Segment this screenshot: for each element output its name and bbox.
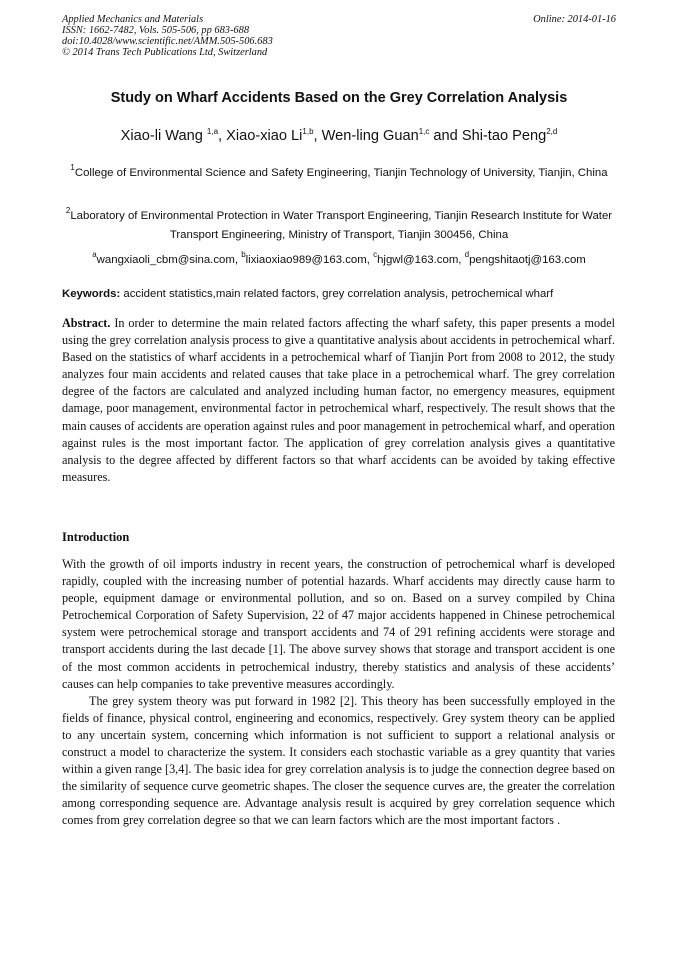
author-sup: 1,a	[206, 127, 219, 136]
author-name: Shi-tao Peng	[461, 128, 547, 144]
email-sup: c	[373, 250, 378, 259]
copyright-line: © 2014 Trans Tech Publications Ltd, Switzerland	[62, 47, 268, 58]
affiliation-text: Laboratory of Environmental Protection in Water Transport Engineering, Tianjin Research Institute for Water Transport Engineering, Ministry of Transport, Tianjin 300456, China	[70, 210, 613, 241]
author-name: Wen-ling Guan	[321, 128, 419, 144]
abstract-label: Abstract.	[62, 316, 111, 330]
affiliation-text: College of Environmental Science and Safety Engineering, Tianjin Technology of University, Tianjin, China	[74, 167, 608, 179]
issn-line: ISSN: 1662-7482, Vols. 505-506, pp 683-688	[62, 25, 250, 36]
email: lixiaoxiao989@163.com,	[245, 254, 374, 266]
keywords-label: Keywords:	[62, 288, 121, 300]
email-list	[40, 252, 638, 268]
journal-header	[62, 14, 273, 58]
abstract-text: In order to determine the main related factors affecting the wharf safety, this paper presents a model using the grey correlation analysis process to give a quantitative analysis about accidents in petrochemical wharf. Based on the statistics of wharf accidents in a petrochemical wharf of Tianjin Port from 2008 to 2012, the study analyzes four main accidents and related causes that take place in a petrochemical wharf. The grey correlation degree of the factors are calculated and analyzed including human factor, no emergency measures, equipment damage, poor management, environmental factor in petrochemical wharf, respectively. The result shows that the main causes of accidents are operation against rules and poor management in petrochemical wharf, and operation against rules is the most important factor. The application of grey correlation analysis gives a quantitative analysis to the degree affected by different factors so that wharf accidents can be avoided by taking effective measures.	[62, 316, 615, 484]
keywords-text: accident statistics,main related factors, grey correlation analysis, petrochemical wharf	[120, 288, 554, 300]
email-sup: a	[92, 250, 97, 259]
email-sup: b	[241, 250, 246, 259]
email-sup: d	[464, 250, 470, 259]
author-sup: 2,d	[546, 127, 558, 136]
author-name: Xiao-xiao Li	[226, 128, 303, 144]
section-heading: Introduction	[62, 530, 130, 544]
paragraph: The grey system theory was put forward in 1982 [2]. This theory has been successfully employed in the fields of finance, physical control, engineering and economics, respectively. Grey system theory can be applied to any uncertain system, concerning which information is not sufficient to support a relational analysis or construct a model to characterize the system. It considers each stochastic variable as a grey quantity that varies within a given range [3,4]. The basic idea for grey correlation analysis is to judge the connection degree based on the similarity of sequence curve geometric shapes. The closer the sequence curves are, the greater the correlation among corresponding sequence are. Advantage analysis result is acquired by grey correlation sequence which comes from grey correlation degree so that we can learn factors which are the most important factors .	[62, 693, 615, 828]
introduction-body	[62, 556, 615, 830]
email: wangxiaoli_cbm@sina.com,	[96, 254, 242, 266]
doi-line: doi:10.4028/www.scientific.net/AMM.505-506.683	[62, 36, 273, 47]
journal-name: Applied Mechanics and Materials	[62, 14, 204, 25]
author-sup: 1,c	[418, 127, 430, 136]
keywords	[62, 286, 622, 302]
affiliation-sup: 2	[65, 206, 71, 215]
paper-title: Study on Wharf Accidents Based on the Grey Correlation Analysis	[110, 90, 568, 106]
online-date: Online: 2014-01-16	[533, 14, 616, 25]
paragraph: With the growth of oil imports industry in recent years, the construction of petrochemical wharf is developed rapidly, coupled with the increasing number of potential hazards. Wharf accidents may directly cause harm to people, equipment damage or environmental pollution, and so on. Based on a survey compiled by China Petrochemical Corporation of Safety Supervision, 22 of 47 major accidents happened in Chinese petrochemical system were petrochemical storage and transport accidents and 74 of 291 refining accidents were storage and transport accidents during the last decade [1]. The above survey shows that storage and transport accident is one of the most common accidents in petrochemical industry, thereby statistics and analysis of these accidents’ causes can help companies to take preventive measures accordingly.	[62, 557, 615, 691]
affiliation-1	[60, 164, 618, 183]
author-sep: and	[429, 128, 462, 144]
author-sup: 1,b	[302, 127, 314, 136]
affiliation-sup: 1	[70, 163, 75, 172]
author-sep: ,	[313, 128, 322, 144]
author-name: Xiao-li Wang	[120, 128, 207, 144]
affiliation-2	[60, 207, 618, 245]
email: hjgwl@163.com,	[377, 254, 465, 266]
abstract	[62, 315, 615, 486]
email: pengshitaotj@163.com	[469, 254, 586, 266]
author-list	[30, 128, 648, 144]
author-sep: ,	[218, 128, 227, 144]
